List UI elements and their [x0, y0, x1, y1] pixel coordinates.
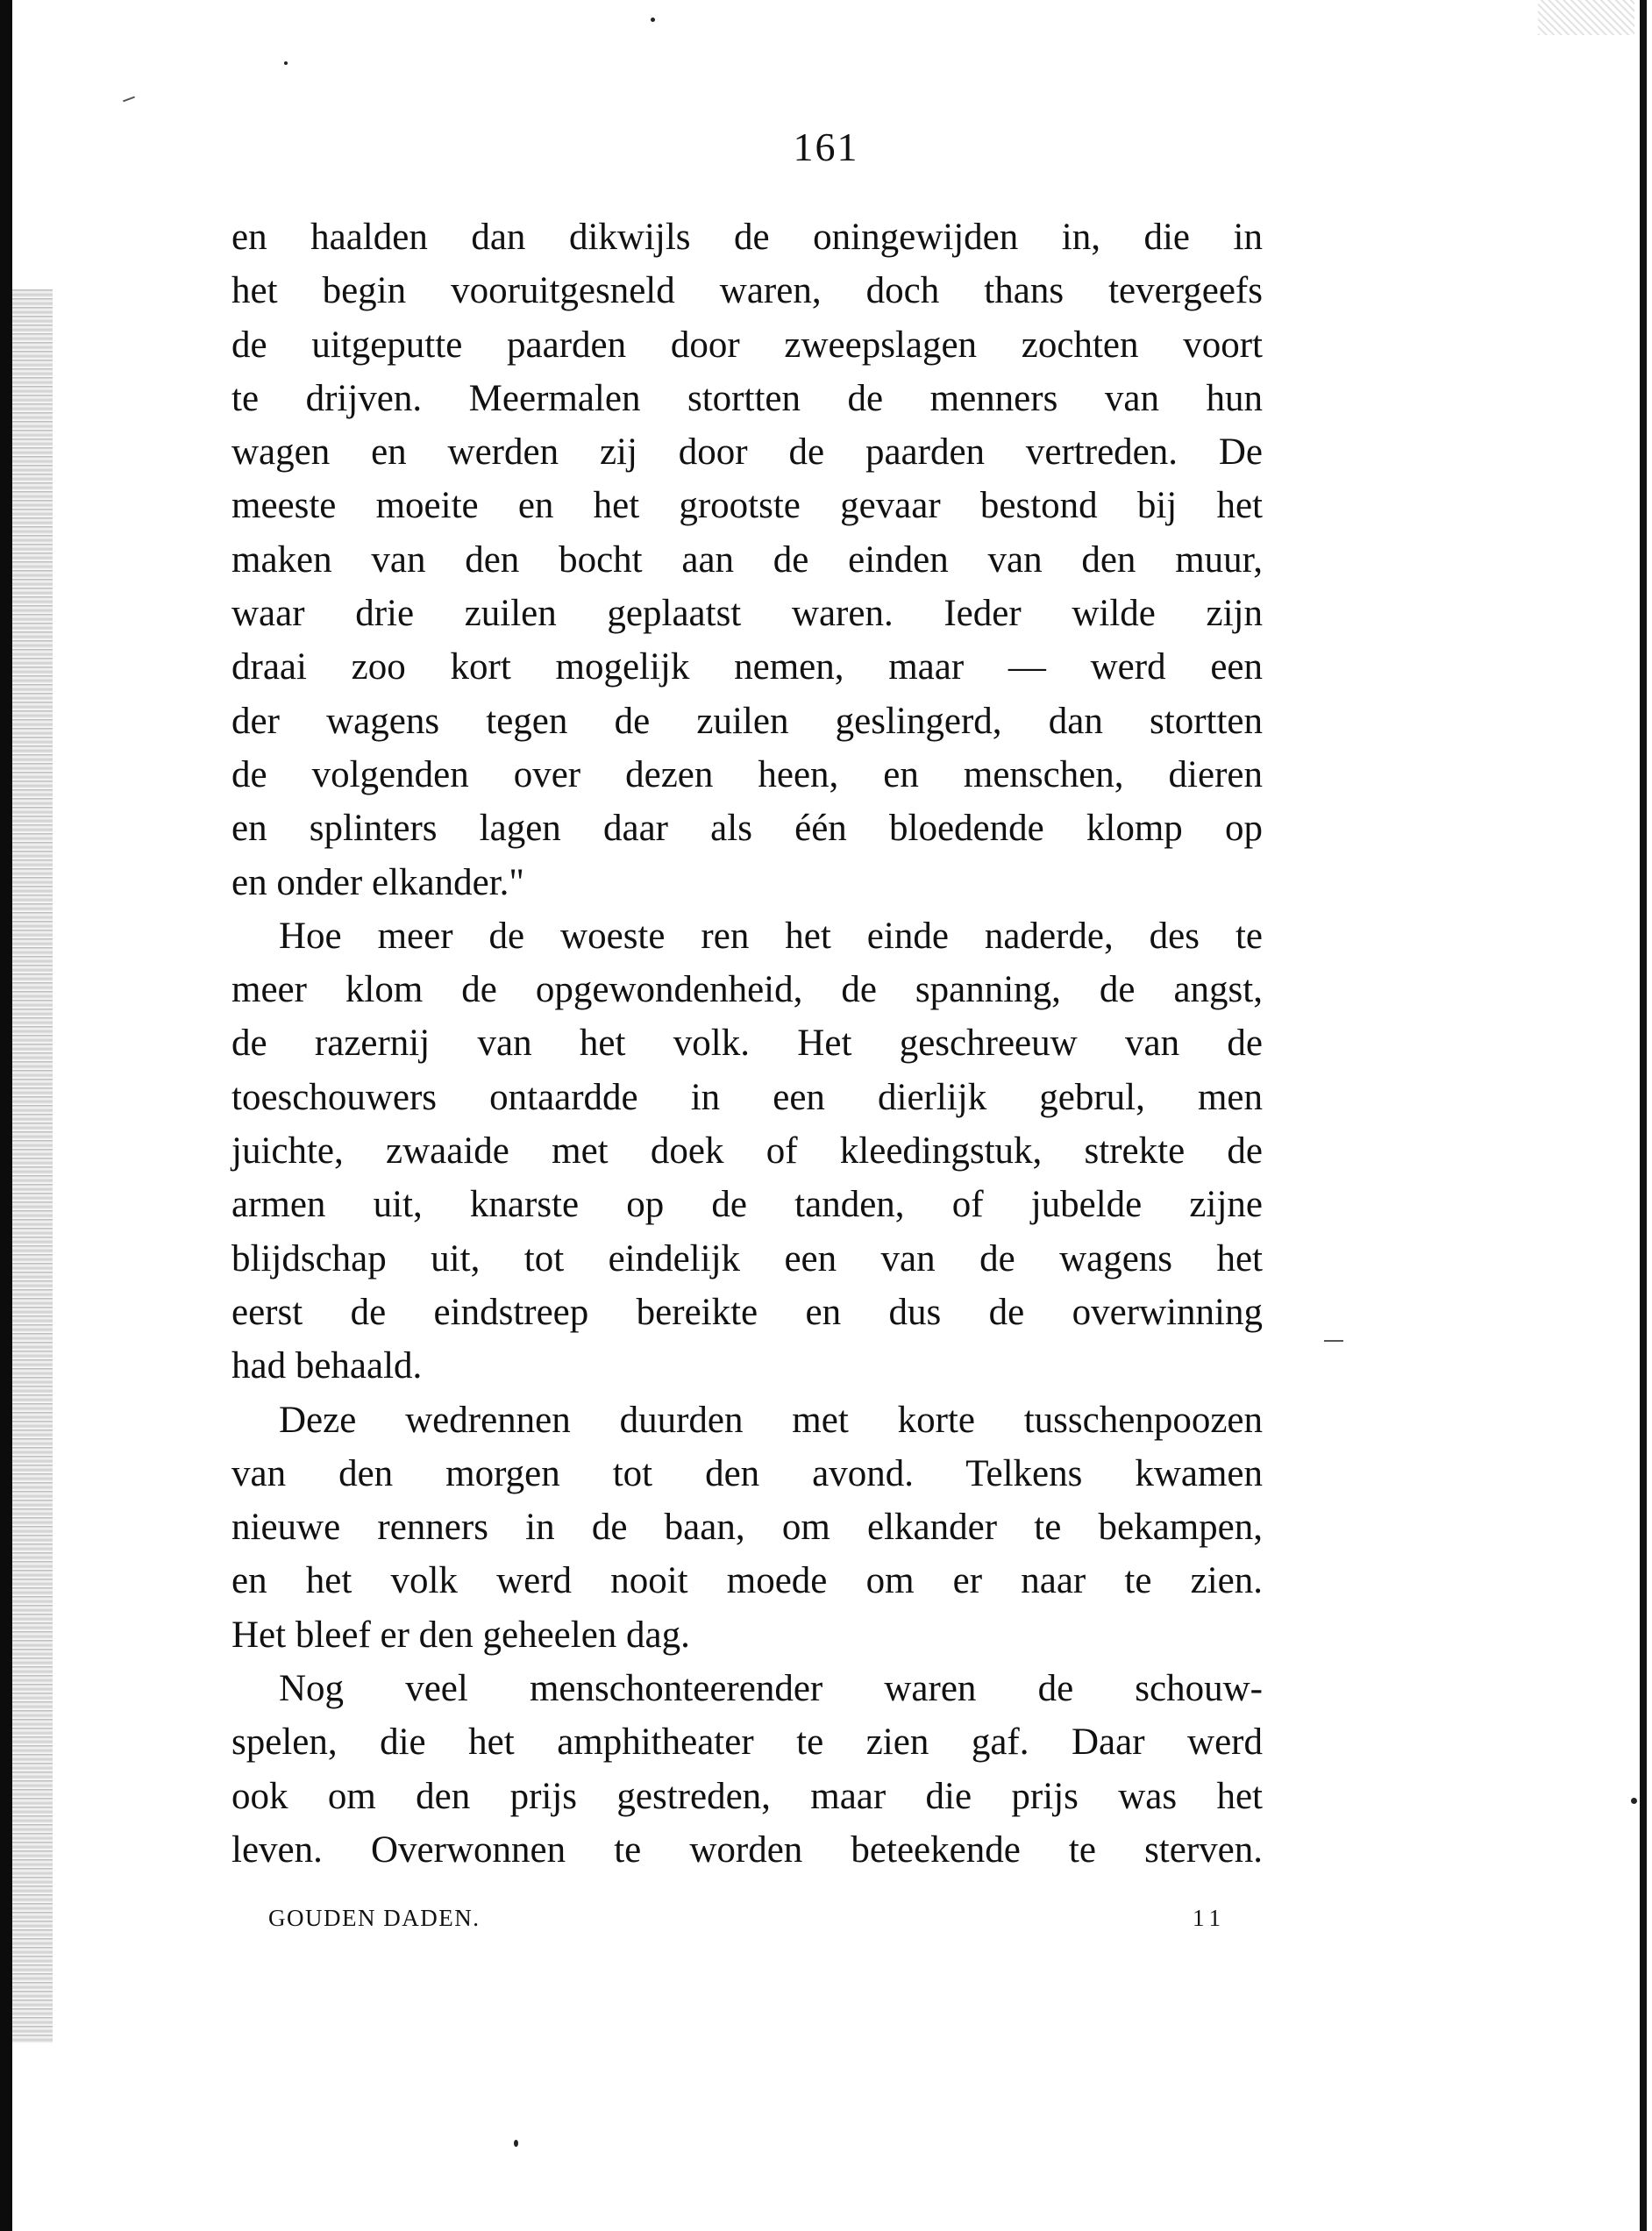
text-line: Deze wedrennen duurden met korte tusschenpoozen [279, 1399, 1263, 1441]
text-line: de volgenden over dezen heen, en menschen, dieren [231, 753, 1263, 795]
page-number: 161 [793, 125, 859, 169]
text-line: en onder elkander." [231, 861, 524, 903]
text-line: en het volk werd nooit moede om er naar te zien. [231, 1560, 1263, 1602]
scan-dash-mark [123, 96, 135, 103]
scan-dust-mark [1631, 1798, 1637, 1804]
text-line: maken van den bocht aan de einden van den muur, [231, 538, 1263, 581]
scan-edge-noise [12, 289, 53, 2043]
text-line: wagen en werden zij door de paarden vertreden. De [231, 431, 1263, 474]
text-line: Het bleef er den geheelen dag. [231, 1614, 690, 1656]
text-line: het begin vooruitgesneld waren, doch thans tevergeefs [231, 270, 1263, 312]
text-line: meer klom de opgewondenheid, de spanning, de angst, [231, 969, 1263, 1011]
text-line: draai zoo kort mogelijk nemen, maar — werd een [231, 646, 1263, 688]
text-line: Nog veel menschonteerender waren de schouw- [279, 1668, 1263, 1710]
scan-edge-left [0, 0, 12, 2231]
scan-dust-mark [514, 2140, 518, 2147]
scan-dash-mark [1324, 1340, 1343, 1342]
scan-speckle [1538, 0, 1634, 35]
text-line: van den morgen tot den avond. Telkens kwamen [231, 1452, 1263, 1494]
text-line: waar drie zuilen geplaatst waren. Ieder wilde zijn [231, 593, 1263, 635]
text-line: eerst de eindstreep bereikte en dus de overwinning [231, 1291, 1263, 1333]
body-text [231, 210, 1263, 1877]
text-line: ook om den prijs gestreden, maar die prijs was het [231, 1775, 1263, 1817]
text-line: spelen, die het amphitheater te zien gaf. Daar werd [231, 1721, 1263, 1764]
text-line: en haalden dan dikwijls de oningewijden in, die in [231, 217, 1263, 258]
text-line: Hoe meer de woeste ren het einde naderde, des te [279, 915, 1263, 957]
text-line: nieuwe renners in de baan, om elkander te bekampen, [231, 1507, 1263, 1549]
text-line: der wagens tegen de zuilen geslingerd, dan stortten [231, 700, 1263, 742]
text-line: blijdschap uit, tot eindelijk een van de wagens het [231, 1237, 1263, 1279]
text-line: de uitgeputte paarden door zweepslagen zochten voort [231, 324, 1263, 366]
text-line: te drijven. Meermalen stortten de menners van hun [231, 377, 1263, 419]
text-line: meeste moeite en het grootste gevaar bestond bij het [231, 485, 1263, 527]
scan-dust-mark [284, 61, 288, 65]
text-line: de razernij van het volk. Het geschreeuw van de [231, 1023, 1263, 1065]
footer-signature-mark: 11 [1193, 1905, 1226, 1931]
text-line: toeschouwers ontaardde in een dierlijk gebrul, men [231, 1076, 1263, 1118]
text-line: leven. Overwonnen te worden beteekende te sterven. [231, 1828, 1263, 1871]
footer-book-title: GOUDEN DADEN. [268, 1905, 481, 1931]
text-line: armen uit, knarste op de tanden, of jubelde zijne [231, 1184, 1263, 1226]
scan-dust-mark [651, 18, 655, 22]
page-footer [268, 1905, 1226, 1943]
text-line: en splinters lagen daar als één bloedende klomp op [231, 808, 1263, 850]
text-line: juichte, zwaaide met doek of kleedingstuk, strekte de [231, 1130, 1263, 1173]
text-line: had behaald. [231, 1345, 423, 1387]
scan-edge-right [1636, 0, 1652, 2231]
